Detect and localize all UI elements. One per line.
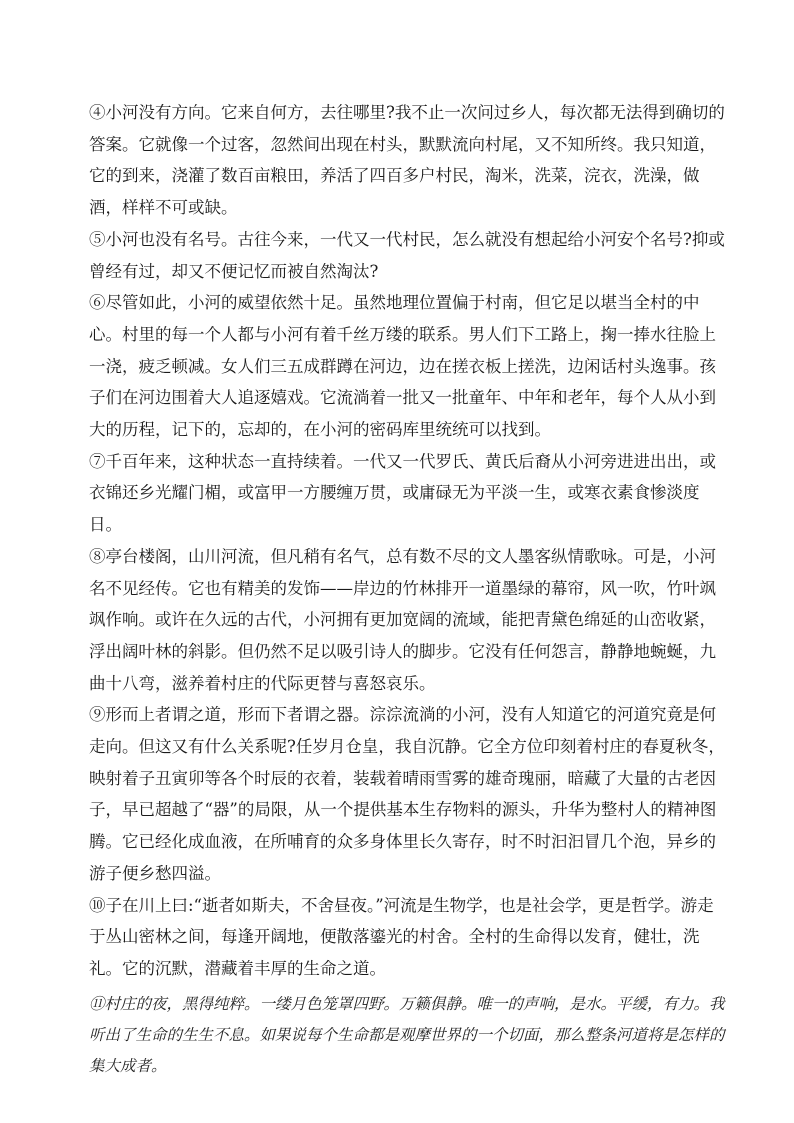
paragraph-5: ⑤小河也没有名号。古往今来，一代又一代村民，怎么就没有想起给小河安个名号?抑或曾经有过，却又不便记忆而被自然淘汰? [89, 229, 725, 281]
paragraph-11: ⑪村庄的夜，黑得纯粹。一缕月色笼罩四野。万籁俱静。唯一的声响，是水。平缓，有力。我听出了生命的生生不息。如果说每个生命都是观摩世界的一个切面，那么整条河道将是怎样的集大成者。 [89, 994, 725, 1075]
paragraph-7: ⑦千百年来，这种状态一直持续着。一代又一代罗氏、黄氏后裔从小河旁进进出出，或衣锦还乡光耀门楣，或富甲一方腰缠万贯，或庸碌无为平淡一生，或寒衣素食惨淡度日。 [89, 451, 716, 535]
article-body [89, 97, 725, 1082]
paragraph-6: ⑥尽管如此，小河的威望依然十足。虽然地理位置偏于村南，但它足以堪当全村的中心。村里的每一个人都与小河有着千丝万缕的联系。男人们下工路上，掬一捧水往脸上一浇，疲乏顿减。女人们三五成群蹲在河边，边在搓衣板上搓洗，边闲话村头逸事。孩子们在河边围着大人追逐嬉戏。它流淌着一批又一批童年、中年和老年，每个人从小到大的历程，记下的，忘却的，在小河的密码库里统统可以找到。 [89, 293, 716, 440]
paragraph-4: ④小河没有方向。它来自何方，去往哪里?我不止一次问过乡人，每次都无法得到确切的答案。它就像一个过客，忽然间出现在村头，默默流向村尾，又不知所终。我只知道，它的到来，浇灌了数百亩粮田，养活了四百多户村民，淘米，洗菜，浣衣，洗澡，做酒，样样不可或缺。 [89, 103, 725, 218]
paragraph-10: ⑩子在川上曰:“逝者如斯夫，不舍昼夜。”河流是生物学，也是社会学，更是哲学。游走于丛山密林之间，每逢开阔地，便散落鎏光的村舍。全村的生命得以发育，健壮，洗礼。它的沉默，潜藏着丰厚的生命之道。 [89, 895, 714, 978]
paragraph-8: ⑧亭台楼阁，山川河流，但凡稍有名气，总有数不尽的文人墨客纵情歌咏。可是，小河名不见经传。它也有精美的发饰——岸边的竹林排开一道墨绿的幕帘，风一吹，竹叶飒飒作响。或许在久远的古代，小河拥有更加宽阔的流域，能把青黛色绵延的山峦收紧，浮出阔叶林的斜影。但仍然不足以吸引诗人的脚步。它没有任何怨言，静静地蜿蜒，九曲十八弯，滋养着村庄的代际更替与喜怒哀乐。 [89, 546, 716, 693]
paragraph-9: ⑨形而上者谓之道，形而下者谓之器。淙淙流淌的小河，没有人知道它的河道究竟是何走向。但这又有什么关系呢?任岁月仓皇，我自沉静。它全方位印刻着村庄的春夏秋冬，映射着子丑寅卯等各个时辰的衣着，装载着晴雨雪雾的雄奇瑰丽，暗藏了大量的古老因子，早已超越了“器”的局限，从一个提供基本生存物料的源头，升华为整村人的精神图腾。它已经化成血液，在所哺育的众多身体里长久寄存，时不时汩汩冒几个泡，异乡的游子便乡愁四溢。 [89, 705, 725, 883]
